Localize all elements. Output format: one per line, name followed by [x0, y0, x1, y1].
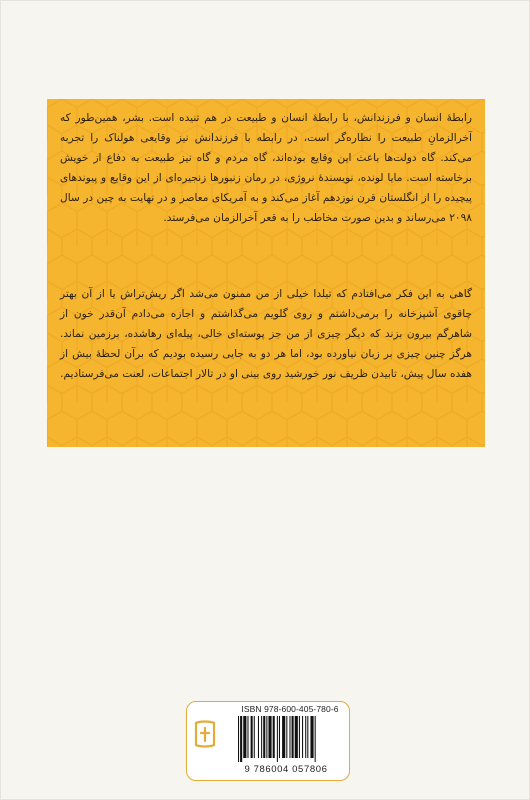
- barcode-bar: [295, 716, 298, 758]
- barcode-bar: [251, 716, 253, 758]
- barcode-bar: [292, 716, 294, 758]
- barcode-bar: [273, 716, 275, 758]
- publisher-logo-icon: [192, 719, 218, 751]
- barcode-bar: [243, 716, 246, 758]
- barcode-bar: [289, 716, 290, 758]
- barcode-bar: [266, 716, 267, 758]
- barcode-bar: [277, 716, 278, 762]
- barcode-bar: [254, 716, 255, 758]
- barcode-bar: [240, 716, 242, 762]
- barcode-bar: [310, 716, 313, 758]
- barcode-bar: [282, 716, 285, 758]
- barcode-bar: [268, 716, 271, 758]
- barcode-bar: [247, 716, 248, 758]
- barcode-icon: [238, 716, 342, 762]
- barcode-bar: [305, 716, 306, 758]
- barcode-bar: [307, 716, 308, 758]
- barcode-bar: [286, 716, 287, 758]
- synopsis-panel: [47, 99, 485, 447]
- excerpt-paragraph: گاهی به این فکر می‌افتادم که تیلدا خیلی از من ممنون می‌شد اگر ریش‌تراش یا از آن بهتر چاقوی آشپزخانه را برمی‌داشتم و روی گلویم می‌گذاشتم و اجازه می‌دادم آن‌قدر خون از شاهرگم بیرون بزند که دیگر چیزی از من جز پوسته‌ای خالی، پیله‌ای رهاشده، برزمین نماند. هرگز چنین چیزی بر زبان نیاورده بود، اما هر دو به جایی رسیده بودیم که برآن لحظهٔ بیش از هفده سال پیش، تابیدن ظریف نور خورشید روی بینی او در تالار اجتماعات، لعنت می‌فرستادیم.: [60, 288, 472, 380]
- barcode-bar: [299, 716, 300, 758]
- barcode-bar: [238, 716, 239, 762]
- barcode-bar: [279, 716, 280, 758]
- barcode-bar: [261, 716, 262, 758]
- barcode-bar: [258, 716, 259, 758]
- isbn-text: ISBN 978-600-405-780-6: [241, 704, 339, 714]
- barcode-number: 9 786004 057806: [244, 764, 328, 775]
- barcode-bar: [263, 716, 265, 758]
- barcode-bar: [315, 716, 316, 762]
- barcode-bar: [302, 716, 303, 758]
- synopsis-paragraph: رابطهٔ انسان و فرزندانش، با رابطهٔ انسان و طبیعت در هم تنیده است. بشر، همین‌طور که آخرالزمانِ طبیعت را نظاره‌گر است، در رابطه با فرزندانش نیز وقایعی هولناک را تجربه می‌کند. گاه دولت‌ها باعث این وقایع بوده‌اند، گاه مردم و گاه نیز طبیعت به دفاع از خویش برخاسته است. مایا لونده، نویسندهٔ نروژی، در رمان زنبورها زنجیره‌ای از این وقایع و پیوندهای پیچیده را از انگلستان قرن نوزدهم آغاز می‌کند و به آمریکای معاصر و در نهایت به چین در سال ۲۰۹۸ می‌رساند و بدین صورت مخاطب را به قعر آخرالزمان می‌فرستد.: [60, 112, 472, 224]
